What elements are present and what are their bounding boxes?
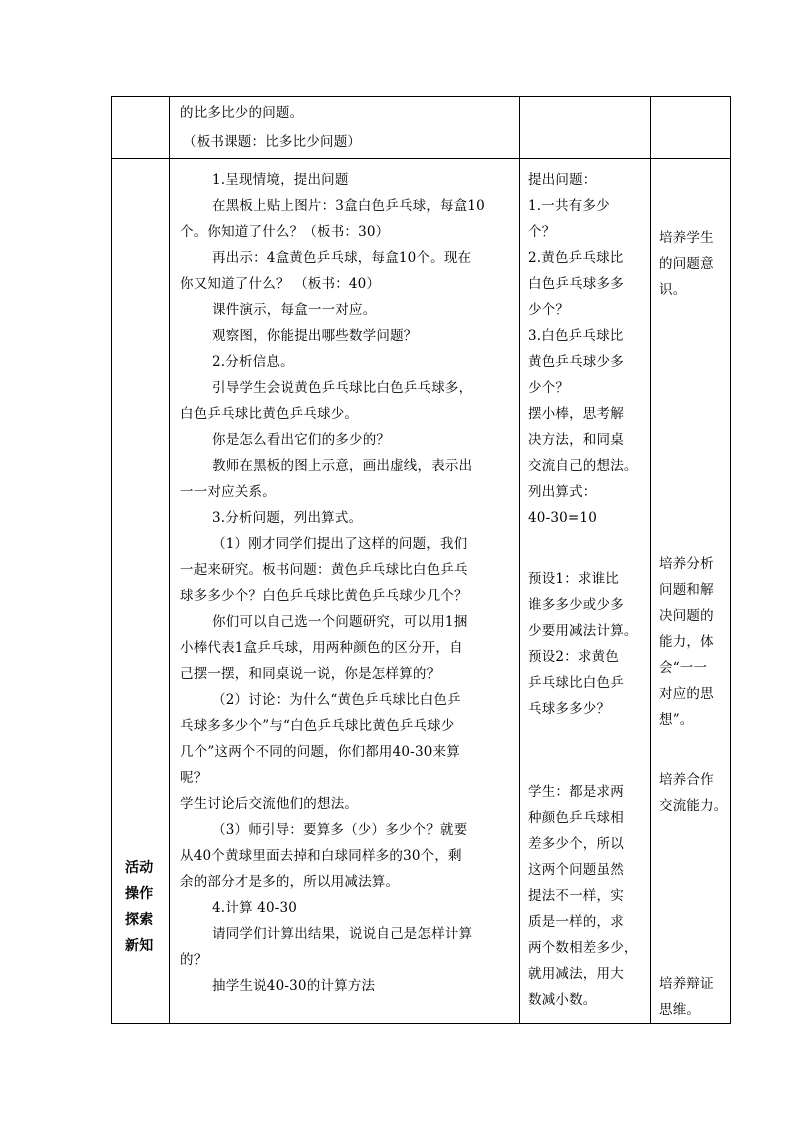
teacher-text-line: 乓球多多少个”与“白色乒乓球比黄色乒乓球少 xyxy=(180,718,455,734)
lesson-plan-table xyxy=(111,96,731,1024)
intent-text-line: 交流能力。 xyxy=(659,798,728,814)
student-text-line: 谁多多少或少多 xyxy=(528,597,624,613)
teacher-text-line: 学生讨论后交流他们的想法。 xyxy=(180,796,359,812)
teacher-text-line: （3）师引导：要算多（少）多少个？就要 xyxy=(212,822,468,838)
student-text-line: 2.黄色乒乓球比 xyxy=(528,250,624,266)
table-border-bottom xyxy=(111,1023,731,1024)
stage-label-line: 新知 xyxy=(125,938,154,954)
table-border-left xyxy=(111,96,112,1024)
stage-label-line: 探索 xyxy=(125,912,154,928)
student-text-line: 预设1：求谁比 xyxy=(528,571,619,587)
teacher-text-line: 4.计算 40-30 xyxy=(212,900,298,916)
teacher-text-line: 几个”这两个不同的问题，你们都用40-30来算 xyxy=(180,744,460,760)
teacher-text-line: 观察图，你能提出哪些数学问题？ xyxy=(212,328,418,344)
student-text-line: 种颜色乒乓球相 xyxy=(528,810,624,826)
student-text-line: 就用减法，用大 xyxy=(528,966,624,982)
teacher-text-line: 小棒代表1盒乒乓球，用两种颜色的区分开，自 xyxy=(180,640,463,656)
intent-text-line: 培养合作 xyxy=(659,772,714,788)
teacher-text-line: 个。你知道了什么？（板书：30） xyxy=(180,224,390,240)
column-divider-1 xyxy=(169,96,170,1024)
teacher-text-line: 呢？ xyxy=(180,770,208,786)
teacher-text-line: 抽学生说40-30的计算方法 xyxy=(212,978,376,994)
student-text-line: 学生：都是求两 xyxy=(528,784,624,800)
intent-text-line: 会“一一 xyxy=(659,660,708,676)
stage-label-line: 操作 xyxy=(125,886,154,902)
student-text-line: 质是一样的，求 xyxy=(528,914,624,930)
teacher-text-line: （2）讨论：为什么“黄色乒乓球比白色乒 xyxy=(212,692,461,708)
teacher-text-line: 再出示：4盒黄色乒乓球，每盒10个。现在 xyxy=(212,250,472,266)
teacher-text-line: 你又知道了什么？ （板书：40） xyxy=(180,276,381,292)
intent-text-line: 思维。 xyxy=(659,1002,701,1018)
row-divider xyxy=(111,158,731,159)
student-text-line: 黄色乒乓球少多 xyxy=(528,354,624,370)
student-text-line: 预设2：求黄色 xyxy=(528,649,619,665)
stage-label-line: 活动 xyxy=(125,860,154,876)
student-text-line: 少要用减法计算。 xyxy=(528,623,638,639)
student-text-line: 乓球多多少？ xyxy=(528,701,611,717)
student-text-line: 数减小数。 xyxy=(528,992,597,1008)
student-text-line: 3.白色乒乓球比 xyxy=(528,328,624,344)
teacher-text-line: 课件演示，每盒一一对应。 xyxy=(212,302,377,318)
teacher-text-line: 3.分析问题，列出算式。 xyxy=(212,510,363,526)
student-text-line: 列出算式： xyxy=(528,484,597,500)
student-text-line: 决方法，和同桌 xyxy=(528,432,624,448)
table-border-right xyxy=(730,96,731,1024)
student-text-line: 白色乒乓球多多 xyxy=(528,276,624,292)
student-text-line: 提出问题： xyxy=(528,172,597,188)
teacher-text-line: （1）刚才同学们提出了这样的问题，我们 xyxy=(212,536,468,552)
intent-text-line: 识。 xyxy=(659,282,687,298)
student-text-line: 乒乓球比白色乒 xyxy=(528,675,624,691)
teacher-text-line: 的？ xyxy=(180,952,208,968)
student-text-line: 个？ xyxy=(528,224,556,240)
intent-text-line: 的问题意 xyxy=(659,256,714,272)
student-text-line: 差多少个，所以 xyxy=(528,836,624,852)
teacher-text-line: 己摆一摆，和同桌说一说，你是怎样算的？ xyxy=(180,666,441,682)
student-text-line: 1.一共有多少 xyxy=(528,198,610,214)
intent-text-line: 培养辩证 xyxy=(659,976,714,992)
row1-board-title: （板书课题：比多比少问题） xyxy=(183,134,362,150)
teacher-text-line: 引导学生会说黄色乒乓球比白色乒乓球多， xyxy=(212,380,473,396)
intent-text-line: 想”。 xyxy=(659,712,694,728)
teacher-text-line: 你是怎么看出它们的多少的？ xyxy=(212,432,391,448)
intent-text-line: 决问题的 xyxy=(659,608,714,624)
intent-text-line: 培养学生 xyxy=(659,230,714,246)
intent-text-line: 能力，体 xyxy=(659,634,714,650)
teacher-text-line: 2.分析信息。 xyxy=(212,354,294,370)
teacher-text-line: 请同学们计算出结果，说说自己是怎样计算 xyxy=(212,926,473,942)
student-text-line: 摆小棒，思考解 xyxy=(528,406,624,422)
student-text-line: 提法不一样，实 xyxy=(528,888,624,904)
teacher-text-line: 一起来研究。板书问题：黄色乒乓球比白色乒乓 xyxy=(180,562,468,578)
column-divider-3 xyxy=(650,96,651,1024)
row1-text-line: 的比多比少的问题。 xyxy=(180,105,304,121)
teacher-text-line: 从40个黄球里面去掉和白球同样多的30个，剩 xyxy=(180,848,462,864)
teacher-text-line: 在黑板上贴上图片：3盒白色乒乓球，每盒10 xyxy=(212,198,485,214)
table-border-top xyxy=(111,96,731,97)
intent-text-line: 对应的思 xyxy=(659,686,714,702)
student-text-line: 少个？ xyxy=(528,302,570,318)
student-text-line: 两个数相差多少， xyxy=(528,940,638,956)
teacher-text-line: 一一对应关系。 xyxy=(180,484,276,500)
student-text-line: 交流自己的想法。 xyxy=(528,458,638,474)
student-text-line: 40-30=10 xyxy=(528,510,598,526)
teacher-text-line: 你们可以自己选一个问题研究，可以用1捆 xyxy=(212,614,468,630)
student-text-line: 这两个问题虽然 xyxy=(528,862,624,878)
teacher-text-line: 1.呈现情境，提出问题 xyxy=(212,172,349,188)
column-divider-2 xyxy=(519,96,520,1024)
teacher-text-line: 教师在黑板的图上示意，画出虚线，表示出 xyxy=(212,458,473,474)
teacher-text-line: 白色乒乓球比黄色乒乓球少。 xyxy=(180,406,359,422)
student-text-line: 少个？ xyxy=(528,380,570,396)
intent-text-line: 问题和解 xyxy=(659,582,714,598)
teacher-text-line: 余的部分才是多的，所以用减法算。 xyxy=(180,874,400,890)
teacher-text-line: 球多多少个？白色乒乓球比黄色乒乓球少几个？ xyxy=(180,588,468,604)
intent-text-line: 培养分析 xyxy=(659,556,714,572)
